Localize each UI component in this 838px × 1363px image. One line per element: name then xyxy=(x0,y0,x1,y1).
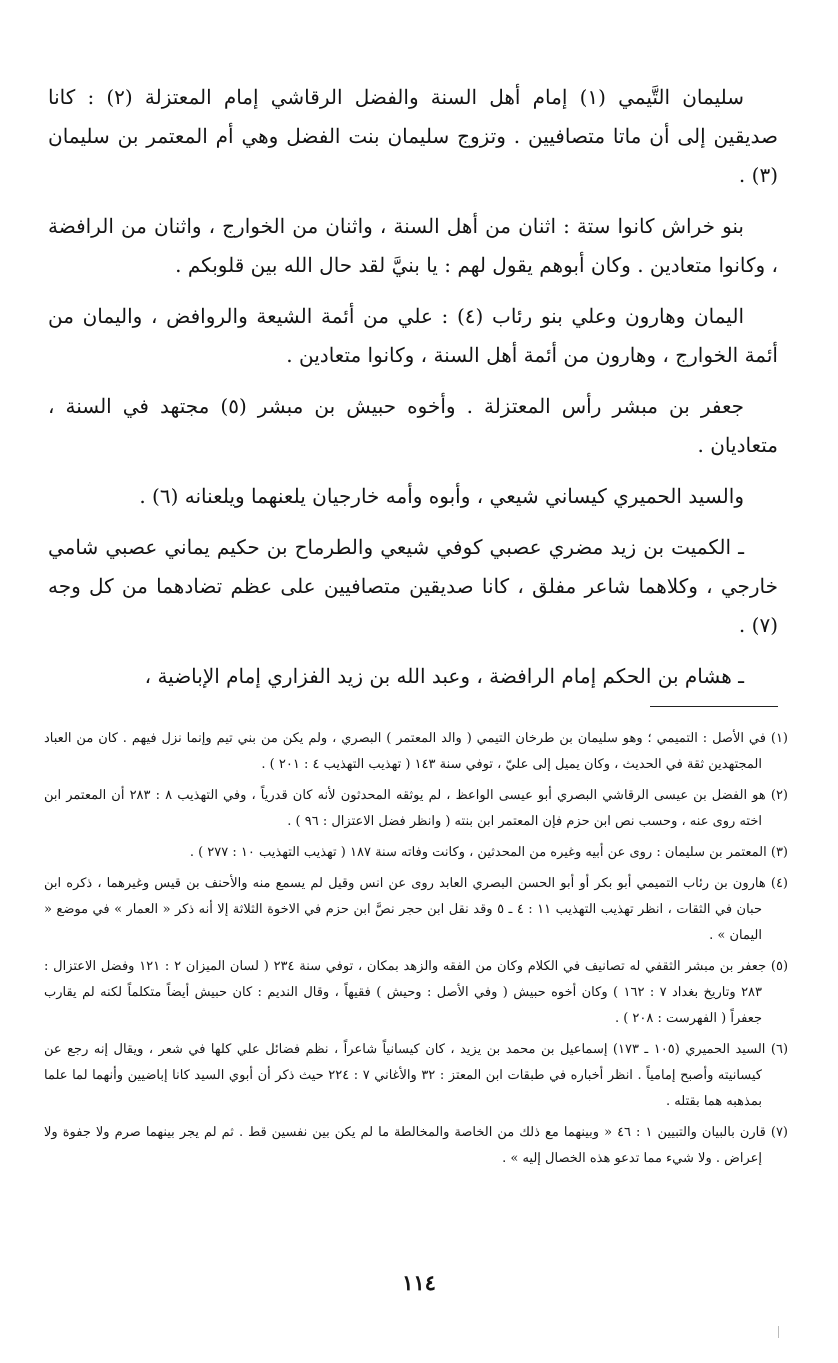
paragraph-1: سليمان التَّيمي (١) إمام أهل السنة والفضل الرقاشي إمام المعتزلة (٢) : كانا صديقين إلى أن ماتا متصافيين . وتزوج سليمان بنت الفضل وهي أم المعتمر بن سليمان (٣) . xyxy=(48,85,778,187)
footnotes xyxy=(44,726,788,1177)
footnote-5: (٥) جعفر بن مبشر الثقفي له تصانيف في الكلام وكان من الفقه والزهد بمكان ، توفي سنة ٢٣٤ ( لسان الميزان ٢ : ١٢١ وفضل الاعتزال : ٢٨٣ وتاريخ بغداد ٧ : ١٦٢ ) وكان أخوه حبيش ( وفي الأصل : وحيش ) فقيهاً ، وقال النديم : كان حبيش أيضاً متكلماً لكنه لم يقارب جعفراً ( الفهرست : ٢٠٨ ) . xyxy=(44,959,789,1026)
paragraph-7: ـ هشام بن الحكم إمام الرافضة ، وعبد الله بن زيد الفزاري إمام الإباضية ، xyxy=(144,664,744,688)
footnote-4: (٤) هارون بن رئاب التميمي أبو بكر أو أبو الحسن البصري العابد روى عن انس وقيل لم يسمع منه والأحنف بن قيس وغيرهما ، ذكره ابن حبان في الثقات ، انظر تهذيب التهذيب ١١ : ٤ ـ ٥ وقد نقل ابن حجر نصَّ ابن حزم في الاخوة الثلاثة إلا أنه ذكر « العمار » في موضع « اليمان » . xyxy=(44,876,788,943)
footnote-3: (٣) المعتمر بن سليمان : روى عن أبيه وغيره من المحدثين ، وكانت وفاته سنة ١٨٧ ( تهذيب التهذيب ١٠ : ٢٧٧ ) . xyxy=(189,845,788,860)
page-number: ١١٤ xyxy=(402,1270,436,1295)
paragraph-3: اليمان وهارون وعلي بنو رئاب (٤) : علي من أئمة الشيعة والروافض ، واليمان من أئمة الخوارج ، وهارون من أئمة أهل السنة ، وكانوا متعادين . xyxy=(48,304,778,367)
paragraph-4: جعفر بن مبشر رأس المعتزلة . وأخوه حبيش بن مبشر (٥) مجتهد في السنة ، متعاديان . xyxy=(48,394,778,457)
paragraph-2: بنو خراش كانوا ستة : اثنان من أهل السنة ، واثنان من الخوارج ، واثنان من الرافضة ، وكانوا متعادين . وكان أبوهم يقول لهم : يا بنيَّ لقد حال الله بين قلوبكم . xyxy=(48,214,778,277)
footnote-6: (٦) السيد الحميري (١٠٥ ـ ١٧٣) إسماعيل بن محمد بن يزيد ، كان كيسانياً شاعراً ، نظم فضائل علي كلها في شعر ، ويقال إنه رجع عن كيسانيته وأصبح إمامياً . انظر أخباره في طبقات ابن المعتز : ٣٢ والأغاني ٧ : ٢٢٤ حيث ذكر أن أبوي السيد كانا إباضيين وأنهما لما علما بمذهبه هما بقتله . xyxy=(44,1042,789,1109)
scan-mark xyxy=(778,1326,779,1338)
footnote-7: (٧) قارن بالبيان والتبيين ١ : ٤٦ « وبينهما مع ذلك من الخاصة والمخالطة ما لم يكن بين نفسين قط . ثم لم يجر بينهما صرم ولا جفوة ولا إعراض . ولا شيء مما تدعو هذه الخصال إليه » . xyxy=(44,1125,788,1166)
main-text xyxy=(48,78,778,696)
paragraph-6: ـ الكميت بن زيد مضري عصبي كوفي شيعي والطرماح بن حكيم يماني عصبي شامي خارجي ، وكلاهما شاعر مفلق ، كانا صديقين متصافيين على عظم تضادهما من كل وجه (٧) . xyxy=(48,535,778,637)
paragraph-5: والسيد الحميري كيساني شيعي ، وأبوه وأمه خارجيان يلعنهما ويلعنانه (٦) . xyxy=(139,484,744,508)
footnote-2: (٢) هو الفضل بن عيسى الرقاشي البصري أبو عيسى الواعظ ، لم يوثقه المحدثون لأنه كان قدرياً ، وفي التهذيب ٨ : ٢٨٣ أن المعتمر ابن اخته روى عنه ، وحسب نص ابن حزم فإن المعتمر ابن بنته ( وانظر فضل الاعتزال : ٩٦ ) . xyxy=(44,788,788,829)
footnote-1: (١) في الأصل : التميمي ؛ وهو سليمان بن طرخان التيمي ( والد المعتمر ) البصري ، ولم يكن من بني تيم وإنما نزل فيهم . كان من العباد المجتهدين ثقة في الحديث ، وكان يميل إلى عليّ ، توفي سنة ١٤٣ ( تهذيب التهذيب ٤ : ٢٠١ ) . xyxy=(44,731,788,772)
footnote-separator xyxy=(650,706,778,707)
